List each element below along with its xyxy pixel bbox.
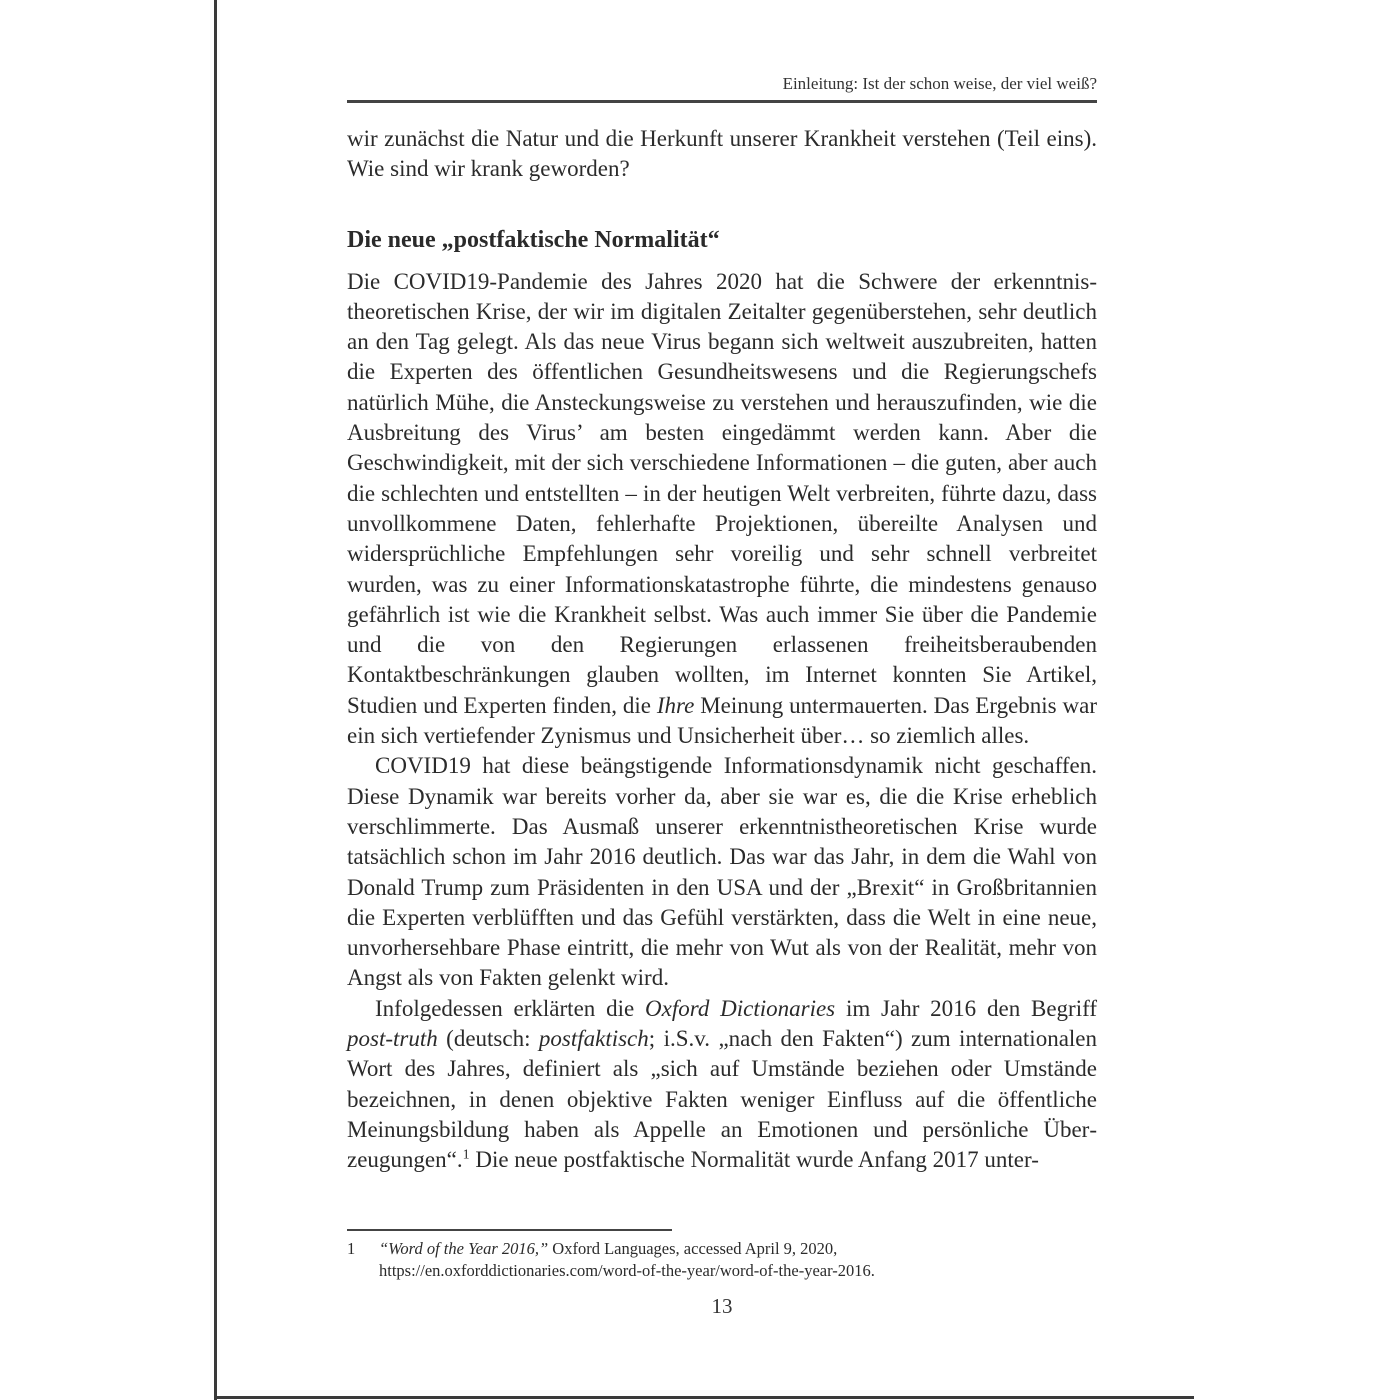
emphasis-post-truth: post-truth <box>347 1026 438 1052</box>
paragraph-2: COVID19 hat diese beängstigende Informationsdynamik nicht geschaffen. Diese Dynamik war bereits vorher da, aber sie war es, die die Krise erheblich verschlimmerte. Das Ausmaß unserer erkenntnistheoretischen Krise wurde tatsächlich schon im Jahr 2016 deutlich. Das war das Jahr, in dem die Wahl von Donald Trump zum Präsidenten in den USA und der „Brexit“ in Großbritannien die Experten verblüfften und das Gefühl verstärkten, dass die Welt in eine neue, unvorhersehbare Phase eintritt, die mehr von Wut als von der Realität, mehr von Angst als von Fakten gelenkt wird. <box>347 753 1097 991</box>
header-rule <box>347 100 1097 103</box>
page-edge-left <box>214 0 217 1400</box>
paragraph-1: Die COVID19-Pandemie des Jahres 2020 hat die Schwere der erkenntnistheoretischen Krise, der wir im digitalen Zeitalter gegenüberstehen, sehr deutlich an den Tag gelegt. Als das neue Virus begann sich weltweit auszubreiten, hatten die Experten des öffentlichen Gesundheitswesens und die Regierungschefs natürlich Mühe, die Ansteckungsweise zu verstehen und herauszufinden, wie die Ausbreitung des Virus’ am besten eingedämmt werden kann. Aber die Geschwindigkeit, mit der sich verschiedene Informationen – die guten, aber auch die schlechten und entstellten – in der heutigen Welt verbreiten, führte dazu, dass unvollkommene Daten, fehlerhafte Projektionen, übereilte Analysen und widersprüchliche Empfehlungen sehr voreilig und sehr schnell verbreitet wurden, was zu einer Informationskatastrophe führte, die mindestens genauso gefährlich ist wie die Krankheit selbst. Was auch immer Sie über die Pandemie und die von den Regierungen erlassenen freiheitsberaubenden Kontaktbeschränkungen glauben wollten, im Internet konnten Sie Artikel, Studien und Experten finden, die Ihre Meinung untermauerten. Das Ergebnis war ein sich vertiefender Zynismus und Unsicherheit über… so ziemlich alles. <box>347 268 1097 749</box>
section-heading: Die neue „postfaktische Normalität“ <box>347 226 720 253</box>
footnote-ref[interactable]: 1 <box>462 1147 470 1163</box>
footnote-source: Oxford Languages, accessed April 9, 2020, <box>548 1239 838 1258</box>
footnote-rule <box>347 1229 672 1231</box>
running-head: Einleitung: Ist der schon weise, der viel weiß? <box>782 74 1097 93</box>
paragraph-3: Infolgedessen erklärten die Oxford Dictionaries im Jahr 2016 den Begriff post-truth (deutsch: postfaktisch; i.S.v. „nach den Fakten“) zum internationalen Wort des Jahres, definiert als „sich auf Umstände beziehen oder Umstände bezeichnen, in denen objektive Fakten weniger Einfluss auf die öffentliche Meinungsbildung haben als Appelle an Emotionen und persönliche Überzeugungen“.$^1$ Die neue postfaktische Normalität wurde Anfang 2017 unter- <box>347 995 1098 1173</box>
emphasis-ihre: Ihre <box>656 692 695 718</box>
intro-paragraph: wir zunächst die Natur und die Herkunft unserer Krankheit verstehen (Teil eins). Wie sind wir krank geworden? <box>347 126 1097 182</box>
emphasis-postfaktisch: postfaktisch <box>538 1026 649 1052</box>
body-text <box>347 124 1097 1176</box>
page-number: 13 <box>711 1294 733 1318</box>
footnote-number: 1 <box>347 1239 356 1258</box>
page-edge-bottom <box>214 1396 1194 1399</box>
footnote-title: “Word of the Year 2016,” <box>379 1239 549 1258</box>
emphasis-oxford: Oxford Dictionaries <box>645 995 836 1021</box>
footnote-url[interactable]: https://en.oxforddictionaries.com/word-of-the-year/word-of-the-year-2016. <box>379 1261 875 1280</box>
footnote <box>347 1238 1097 1282</box>
